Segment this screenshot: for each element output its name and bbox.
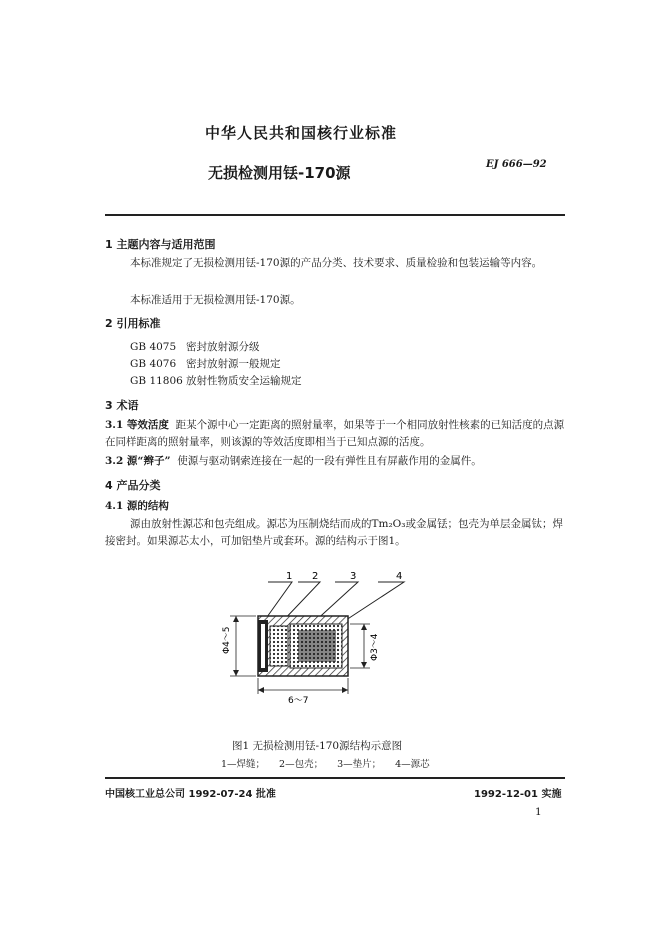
callout-1: 1	[286, 571, 293, 582]
header-divider	[105, 214, 565, 216]
section-1-paragraph-2: 本标准适用于无损检测用铥-170源。	[130, 294, 301, 306]
term-3-1	[105, 417, 567, 451]
term-3-2	[105, 453, 482, 468]
reference-item	[130, 373, 302, 388]
section-1-paragraph-1: 本标准规定了无损检测用铥-170源的产品分类、技术要求、质量检验和包装运输等内容。	[130, 257, 543, 269]
term-3-2-label: 3.2 源“辫子”	[105, 455, 171, 467]
leader-line-4	[340, 582, 404, 624]
source-core-shade	[298, 630, 336, 662]
legend-item: 4—源芯	[395, 759, 430, 770]
effective-date: 1992-12-01 实施	[474, 789, 562, 800]
term-3-2-text: 使源与驱动钢索连接在一起的一段有弹性且有屏蔽作用的金属件。	[177, 455, 482, 467]
reference-title: 密封放射源分级	[186, 341, 260, 353]
source-structure-figure	[200, 564, 480, 712]
term-3-1-label: 3.1 等效活度	[105, 419, 169, 431]
reference-title: 密封放射源一般规定	[186, 358, 281, 370]
dim-inner-label: Φ3～4	[370, 633, 380, 661]
dim-outer-label: Φ4～5	[222, 626, 232, 654]
legend-item: 1—焊缝；	[221, 759, 266, 770]
section-1-heading: 1 主题内容与适用范围	[105, 238, 216, 251]
standard-code: EJ 666—92	[486, 159, 547, 170]
reference-code: GB 4076	[130, 358, 177, 370]
legend-item: 2—包壳；	[279, 759, 324, 770]
section-4-1-heading: 4.1 源的结构	[105, 500, 169, 512]
callout-2: 2	[312, 571, 319, 582]
dim-length-label: 6～7	[288, 696, 309, 706]
footer-divider	[105, 777, 565, 779]
reference-item	[130, 356, 281, 371]
reference-code: GB 11806	[130, 375, 183, 387]
figure-legend	[221, 756, 430, 770]
figure-caption: 图1 无损检测用铥-170源结构示意图	[232, 740, 403, 752]
reference-item	[130, 339, 260, 354]
page-number: 1	[535, 806, 542, 818]
spacer	[270, 626, 288, 666]
callout-3: 3	[350, 571, 357, 582]
section-3-heading: 3 术语	[105, 399, 139, 412]
approval-info: 中国核工业总公司 1992-07-24 批准	[105, 789, 276, 800]
legend-item: 3—垫片；	[337, 759, 382, 770]
term-3-1-text: 距某个源中心一定距离的照射量率，如果等于一个相同放射性核素的已知活度的点源在同样距离的照射量率，则该源的等效活度即相当于已知点源的活度。	[105, 419, 565, 448]
reference-code: GB 4075	[130, 341, 177, 353]
standard-title: 中华人民共和国核行业标准	[205, 124, 398, 142]
section-4-1-paragraph: 源由放射性源芯和包壳组成。源芯为压制烧结而成的Tm₂O₃或金属铥；包壳为单层金属钛；焊接密封。如果源芯太小，可加铝垫片或套环。源的结构示于图1。	[105, 518, 563, 547]
weld-core	[261, 624, 265, 668]
document-title: 无损检测用铥-170源	[208, 164, 351, 182]
section-2-heading: 2 引用标准	[105, 317, 161, 330]
section-4-heading: 4 产品分类	[105, 479, 161, 492]
reference-title: 放射性物质安全运输规定	[186, 375, 302, 387]
callout-4: 4	[396, 571, 403, 582]
